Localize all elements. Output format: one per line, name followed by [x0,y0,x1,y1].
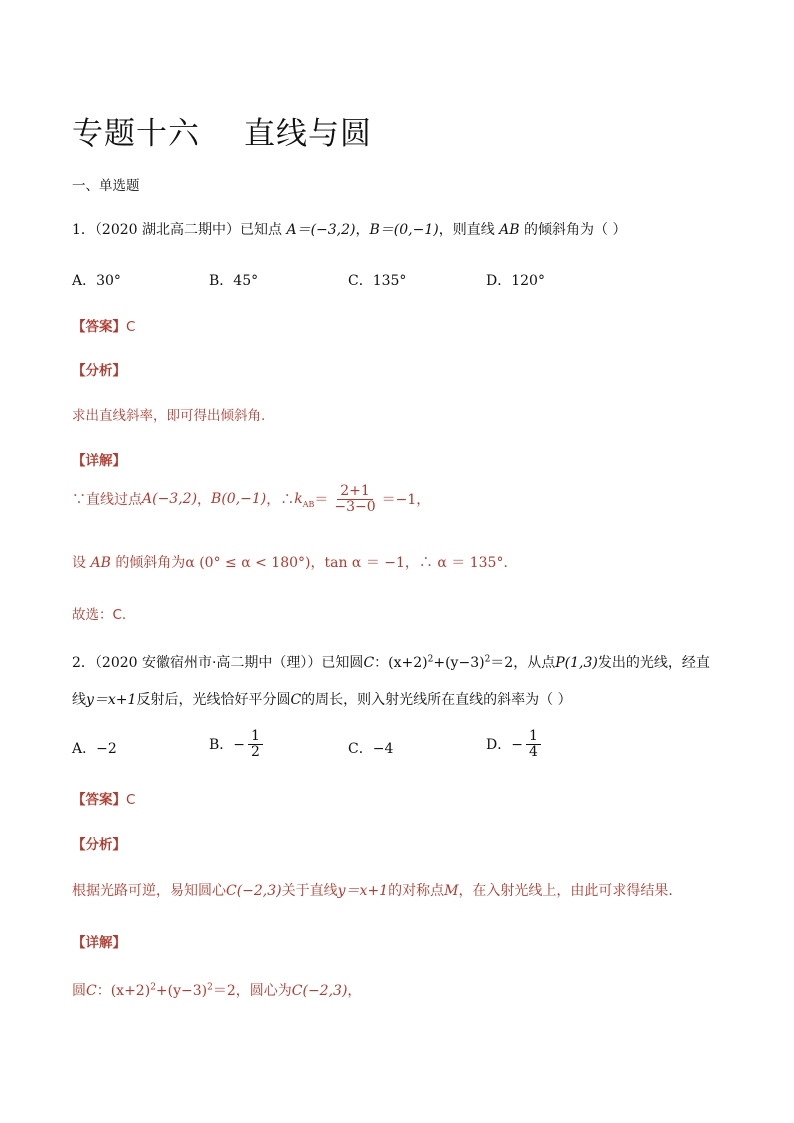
q2-s2-line: y＝x+1 [86,692,137,708]
q2-s1-a: 2．（2020 安徽宿州市·高二期中（理））已知圆 [72,655,364,671]
page-title [72,108,372,153]
q1-detail-label: 【详解】 [72,453,126,469]
q1-d1-sep: ， [197,492,212,509]
q1-answer [72,315,135,335]
q2-optD-den: 4 [528,743,538,760]
q2-optB-den: 2 [251,743,260,760]
q2-option-c: C．−4 [348,741,394,757]
q1-d1-a: ∵直线过点 [72,492,142,509]
q1-d1-eq: ＝ [314,492,329,509]
q1-d1-k: k [294,491,303,508]
q2-detail-line1 [72,980,361,1000]
q1-stem [72,219,626,239]
title-part1: 专题十六 [72,116,200,152]
q2-s2-c: 的周长，则入射光线所在直线的斜率为（ ） [301,692,572,708]
q2-s2-b: 反射后，光线恰好平分圆 [136,692,291,708]
q2-s1-sup1: 2 [427,654,434,665]
q1-point-a: A＝(−3,2) [286,222,356,238]
q2-an-b: 关于直线 [281,883,338,899]
q1-stem-a: 1．（2020 湖北高二期中）已知点 [72,222,282,238]
q2-option-a: A．−2 [72,741,117,757]
q1-d2-c: α (0° ≤ α < 180°)，tan α ＝ −1，∴ α ＝ 135°． [185,555,518,571]
q2-optD-prefix: D．− [486,737,523,754]
q2-s1-C: C [363,655,375,671]
q2-analysis-text [72,880,673,900]
section-heading: 一、单选题 [72,178,140,194]
q2-answer-value: C [126,792,136,808]
title-part2: 直线与圆 [244,116,372,152]
q1-answer-label: 【答案】 [72,319,126,335]
q1-ab: AB [499,222,520,238]
q1-sep: ， [355,222,370,238]
q1-d1-pointA: A(−3,2) [142,491,198,508]
q2-optD-fraction [526,729,541,759]
q2-option-d [486,729,544,759]
q2-optB-fraction [248,729,263,759]
q2-d1-a: 圆 [72,983,86,999]
q1-d1-c: ＝−1， [381,492,431,509]
q1-detail-line2 [72,552,517,572]
q1-d1-sub: AB [302,499,315,509]
q1-option-d: D．120° [486,273,545,289]
q2-optD-num: 1 [526,729,541,745]
q2-s1-c: +(y−3) [433,655,485,671]
q1-d2-b: 的倾斜角为 [115,555,186,571]
q1-frac-den: −3−0 [334,498,376,515]
q2-an-c: 的对称点 [388,883,445,899]
q2-s2-C: C [290,692,302,708]
q1-option-c: C．135° [348,273,407,289]
q1-point-b: B＝(0,−1) [369,222,439,238]
q1-frac-num: 2+1 [337,484,373,500]
q1-answer-value: C [126,319,136,335]
q2-optB-prefix: B．− [209,737,246,754]
q2-an-a: 根据光路可逆，易知圆心 [72,883,226,899]
q1-option-b: B．45° [209,273,259,289]
q2-optB-num: 1 [248,729,263,745]
q1-option-a: A．30° [72,273,121,289]
q2-stem-line1 [72,652,710,672]
q2-detail-label: 【详解】 [72,935,126,951]
q2-d1-c: +(y−3) [155,983,208,999]
q1-d2-a: 设 [72,555,86,571]
q2-an-M: M [444,883,459,899]
q2-d1-sup1: 2 [150,982,156,993]
q1-stem-c: 的倾斜角为（ ） [524,222,627,238]
q2-d1-d: ＝2，圆心为 [212,983,292,999]
q2-answer-label: 【答案】 [72,792,126,808]
q1-d2-ab: AB [90,555,111,571]
q2-s1-P: P(1,3) [555,655,598,671]
q2-option-b [209,729,266,759]
q1-d1-b: ，∴ [266,492,295,509]
q1-detail-line1 [72,484,430,514]
q2-an-d: ，在入射光线上，由此可求得结果. [458,883,673,899]
q2-s1-b: ：(x+2) [374,655,428,671]
q2-s2-a: 线 [72,692,86,708]
q2-analysis-label: 【分析】 [72,837,126,853]
q2-an-line: y＝x+1 [337,883,389,899]
q2-answer [72,788,135,808]
q1-analysis-label: 【分析】 [72,363,126,379]
q2-d1-C: C [86,983,97,999]
q2-stem-line2 [72,689,572,709]
q2-d1-b: ：(x+2) [96,983,151,999]
q1-choice: 故选：C. [72,607,127,623]
q2-d1-center: C(−2,3) [291,983,348,999]
q2-d1-e: ， [347,983,362,999]
q1-d1-pointB: B(0,−1) [211,491,267,508]
q2-d1-sup2: 2 [207,982,213,993]
q1-analysis-text: 求出直线斜率，即可得出倾斜角. [72,408,266,424]
q2-an-C: C(−2,3) [226,883,282,899]
q2-s1-e: 发出的光线，经直 [597,655,710,671]
q1-slope-fraction [331,484,378,514]
q1-stem-b: ，则直线 [438,222,495,238]
q2-s1-sup2: 2 [484,654,491,665]
q2-s1-d: ＝2，从点 [490,655,556,671]
